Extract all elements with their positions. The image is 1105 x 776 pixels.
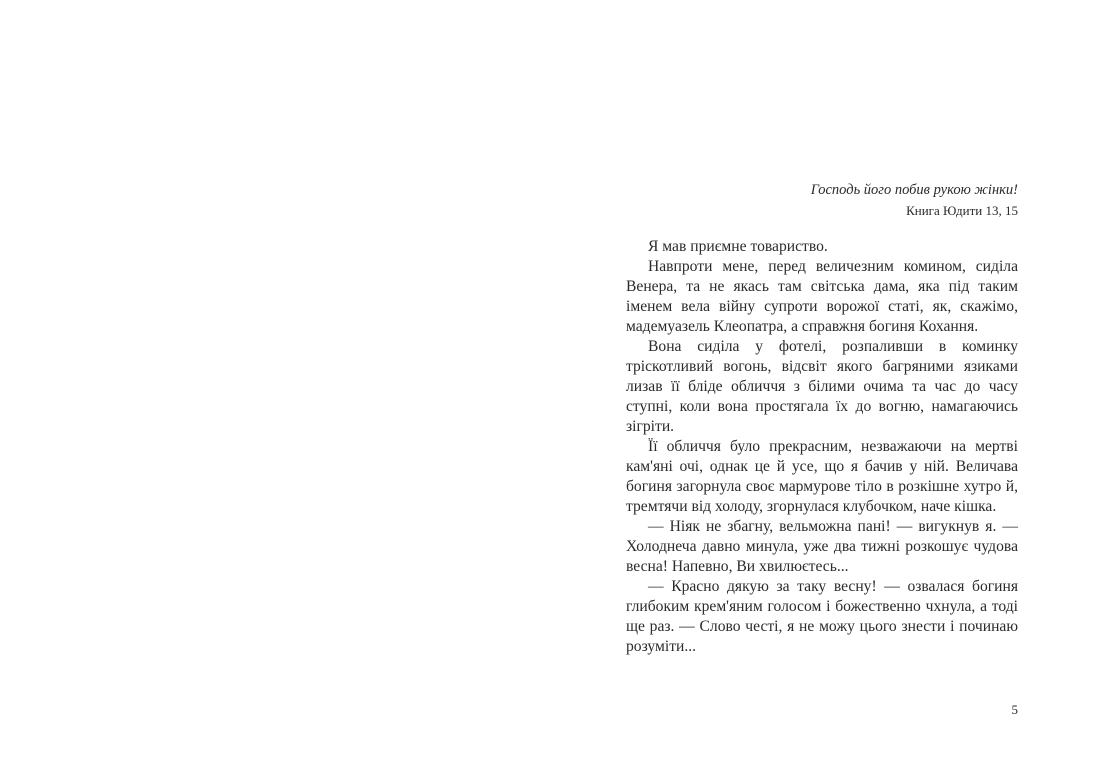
right-page <box>552 0 1105 776</box>
paragraph: — Красно дякую за таку весну! — озвалася богиня глибоким крем'яним голосом і божественно чхнула, а тоді ще раз. — Слово честі, я не можу цього знести і починаю розуміти... <box>626 578 1018 655</box>
paragraph: Вона сиділа у фотелі, розпаливши в коминку тріскотливий вогонь, відсвіт якого багряними язиками лизав її бліде обличчя з білими очима та час до часу ступні, коли вона простягала їх до вогню, намагаючись зігріти. <box>626 338 1018 435</box>
epigraph <box>627 180 1018 222</box>
paragraph: Її обличчя було прекрасним, незважаючи на мертві кам'яні очі, однак це й усе, що я бачив у ній. Величава богиня загорнула своє мармурове тіло в розкішне хутро й, тремтячи від холоду, згорнулася клубочком, наче кішка. <box>626 438 1018 515</box>
epigraph-quote: Господь його побив рукою жінки! <box>810 182 1018 198</box>
paragraph: Навпроти мене, перед величезним комином, сиділа Венера, та не якась там світська дама, яка під таким іменем вела війну супроти ворожої статі, як, скажімо, мадемуазель Клеопатра, а справжня богиня Кохання. <box>626 258 1018 335</box>
epigraph-source: Книга Юдити 13, 15 <box>906 203 1018 218</box>
paragraph: Я мав приємне товариство. <box>648 238 828 255</box>
paragraph: — Ніяк не збагну, вельможна пані! — вигукнув я. — Холоднеча давно минула, уже два тижні розкошує чудова весна! Напевно, Ви хвилюєтесь... <box>626 518 1018 575</box>
body-text <box>626 237 1018 657</box>
left-page-blank <box>0 0 552 776</box>
page-number: 5 <box>1011 702 1018 717</box>
